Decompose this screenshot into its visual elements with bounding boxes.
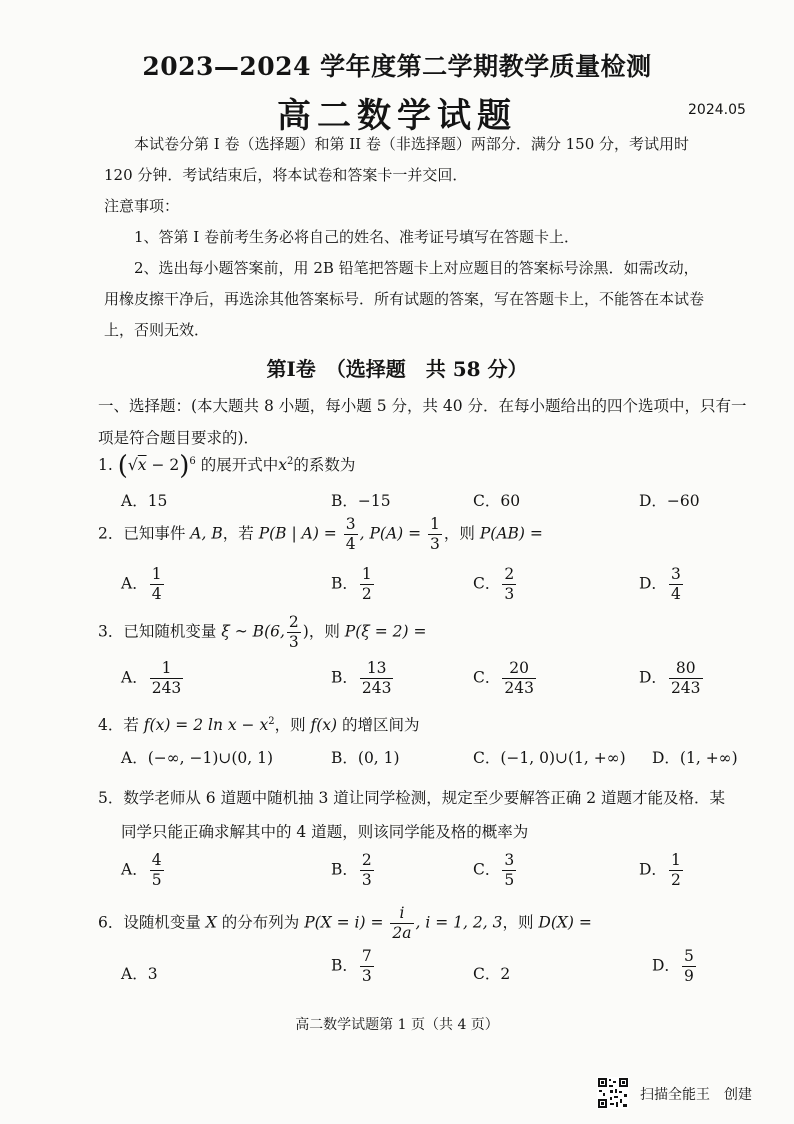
fraction — [287, 614, 301, 651]
fraction — [682, 948, 696, 985]
denominator: 2 — [670, 871, 681, 890]
stem-end: ，则 — [443, 524, 480, 543]
numerator: 2 — [361, 851, 372, 869]
exam-header-title: 2023—2024 学年度第二学期教学质量检测 — [142, 52, 652, 81]
q4-option-b: B．(0, 1) — [331, 749, 400, 767]
q6-option-b — [331, 948, 376, 985]
denominator: 5 — [151, 871, 162, 890]
q4-option-a: A．(−∞, −1)∪(0, 1) — [121, 749, 274, 767]
q2-option-d — [639, 566, 685, 603]
q5-option-a — [121, 852, 166, 889]
asked-quantity: D(X) = — [538, 913, 592, 932]
variable: X — [205, 913, 217, 932]
fraction — [428, 516, 442, 553]
denominator: 243 — [670, 679, 701, 698]
fraction — [502, 660, 536, 697]
notice-label: 注意事项： — [104, 197, 180, 215]
asked-quantity: P(ξ = 2) = — [344, 622, 427, 641]
denominator: 4 — [670, 585, 681, 604]
q3-option-b — [331, 660, 395, 697]
option-label: A． — [121, 860, 148, 879]
q1-option-d: D．−60 — [639, 492, 700, 510]
fraction — [669, 660, 703, 697]
stem-mid: ，若 — [222, 524, 259, 543]
expression: P(X = i) = — [304, 913, 384, 932]
fraction — [360, 852, 374, 889]
index-range: , i = 1, 2, 3 — [415, 913, 503, 932]
q5-option-c — [473, 852, 518, 889]
fraction — [669, 566, 683, 603]
numerator: 1 — [670, 851, 681, 869]
denominator: 2 — [361, 585, 372, 604]
numerator: 3 — [670, 565, 681, 583]
q4-option-c: C．(−1, 0)∪(1, +∞) — [473, 749, 626, 767]
intro-line-2: 120 分钟．考试结束后，将本试卷和答案卡一并交回． — [104, 166, 468, 184]
stem-mid: ，则 — [274, 716, 311, 734]
question-6-stem — [98, 905, 592, 942]
denominator: 3 — [504, 585, 515, 604]
question-2-stem — [98, 516, 543, 553]
option-label: D． — [639, 574, 667, 593]
q1-option-b: B．−15 — [331, 492, 391, 510]
stem-prefix: 3．已知随机变量 — [98, 622, 222, 641]
scanner-watermark-text: 扫描全能王 创建 — [640, 1087, 752, 1103]
exam-subject-title: 高二数学试题 — [277, 96, 517, 136]
q5-option-b — [331, 852, 376, 889]
denominator: 3 — [430, 535, 440, 554]
q5-option-d — [639, 852, 685, 889]
option-label: B． — [331, 668, 358, 687]
option-label: C． — [473, 574, 501, 593]
fraction — [360, 660, 394, 697]
numerator: 80 — [675, 659, 696, 677]
q1-option-a: A．15 — [121, 492, 168, 510]
intro-line-1: 本试卷分第 I 卷（选择题）和第 II 卷（非选择题）两部分．满分 150 分，考试用时 — [134, 135, 690, 153]
question-5-line-1: 5．数学老师从 6 道题中随机抽 3 道让同学检测，规定至少要解答正确 2 道题才能及格．某 — [98, 789, 726, 807]
numerator: 5 — [683, 947, 694, 965]
fraction — [150, 852, 164, 889]
denominator: 9 — [683, 967, 694, 986]
stem-prefix: 6．设随机变量 — [98, 913, 206, 932]
exponent: 2 — [268, 715, 275, 727]
q3-option-a — [121, 660, 185, 697]
distribution-end: ) — [302, 622, 309, 641]
question-5-line-2: 同学只能正确求解其中的 4 道题，则该同学能及格的概率为 — [121, 823, 529, 841]
denominator: 243 — [361, 679, 392, 698]
question-4-stem — [98, 713, 420, 735]
section-instructions-line-1: 一、选择题：(本大题共 8 小题，每小题 5 分，共 40 分．在每小题给出的四个选项中，只有一 — [98, 397, 747, 415]
q4-option-d: D．(1, +∞) — [652, 749, 738, 767]
numerator: 2 — [288, 613, 299, 631]
minus-two: − 2 — [146, 456, 180, 474]
section-instructions-line-2: 项是符合题目要求的)． — [98, 429, 260, 447]
numerator: 4 — [151, 851, 162, 869]
denominator: 4 — [345, 535, 356, 554]
variable-exponent: 2 — [286, 455, 294, 467]
numerator: 20 — [509, 659, 530, 677]
question-3-stem — [98, 614, 426, 651]
denominator: 3 — [361, 871, 372, 890]
question-1-stem — [98, 453, 355, 479]
numerator: 7 — [361, 947, 372, 965]
fraction — [390, 905, 413, 942]
numerator: 13 — [366, 659, 387, 677]
question-number: 1. — [98, 456, 113, 474]
notice-item-2-line-3: 上，否则无效． — [104, 321, 210, 339]
fraction — [344, 516, 358, 553]
q6-option-c: C．2 — [473, 965, 511, 983]
numerator: i — [399, 904, 405, 922]
stem-end: ，则 — [502, 913, 539, 932]
denominator: 243 — [151, 679, 182, 698]
stem-prefix: 2．已知事件 — [98, 524, 191, 543]
notice-item-2-line-1: 2、选出每小题答案前，用 2B 铅笔把答题卡上对应题目的答案标号涂黑．如需改动， — [134, 259, 699, 277]
denominator: 5 — [504, 871, 515, 890]
option-label: A． — [121, 574, 148, 593]
numerator: 3 — [345, 515, 356, 533]
option-label: B． — [331, 956, 358, 975]
fraction — [150, 566, 164, 603]
exponent: 6 — [189, 455, 196, 467]
function-ref: f(x) — [310, 716, 338, 734]
stem-end: 的系数为 — [293, 456, 356, 474]
stem-mid: ，则 — [308, 622, 345, 641]
q6-option-a: A．3 — [121, 965, 158, 983]
numerator: 3 — [504, 851, 515, 869]
denominator: 4 — [151, 585, 162, 604]
q3-option-c — [473, 660, 538, 697]
open-paren-glyph: ( — [117, 451, 128, 481]
fraction — [669, 852, 683, 889]
condition-1: P(B | A) = — [258, 524, 337, 543]
numerator: 1 — [430, 515, 440, 533]
option-label: D． — [652, 956, 680, 975]
denominator: 3 — [288, 633, 299, 652]
q2-option-c — [473, 566, 518, 603]
fraction — [502, 852, 516, 889]
q6-option-d — [652, 948, 698, 985]
q2-option-a — [121, 566, 166, 603]
stem-text: 的展开式中 — [200, 456, 279, 474]
page-footer: 高二数学试题第 1 页（共 4 页） — [295, 1017, 499, 1033]
option-label: B． — [331, 574, 358, 593]
fraction — [150, 660, 184, 697]
close-paren-glyph: ) — [179, 451, 190, 481]
radicand: x — [137, 456, 147, 474]
q2-option-b — [331, 566, 376, 603]
q1-option-c: C．60 — [473, 492, 521, 510]
fraction — [502, 566, 516, 603]
events: A, B — [190, 524, 223, 543]
notice-item-2-line-2: 用橡皮擦干净后，再选涂其他答案标号．所有试题的答案，写在答题卡上，不能答在本试卷 — [104, 290, 705, 308]
condition-2: , P(A) = — [359, 524, 422, 543]
option-label: C． — [473, 668, 501, 687]
distribution: ξ ~ B(6, — [221, 622, 285, 641]
q3-option-d — [639, 660, 705, 697]
option-label: B． — [331, 860, 358, 879]
numerator: 1 — [151, 565, 162, 583]
stem-mid: 的分布列为 — [216, 913, 305, 932]
stem-end: 的增区间为 — [337, 716, 420, 734]
numerator: 1 — [361, 565, 372, 583]
sqrt-glyph: √ — [127, 456, 138, 474]
numerator: 1 — [161, 659, 172, 677]
denominator: 2a — [392, 924, 412, 943]
exam-date: 2024.05 — [688, 102, 746, 118]
option-label: A． — [121, 668, 148, 687]
asked-quantity: P(AB) = — [479, 524, 543, 543]
section-title: 第Ⅰ卷 （选择题 共 58 分） — [266, 357, 528, 381]
variable: x — [278, 456, 287, 474]
denominator: 243 — [504, 679, 534, 698]
option-label: D． — [639, 860, 667, 879]
fraction — [360, 948, 374, 985]
option-label: C． — [473, 860, 501, 879]
fraction — [360, 566, 374, 603]
qr-code-icon — [597, 1077, 629, 1109]
numerator: 2 — [504, 565, 515, 583]
notice-item-1: 1、答第 I 卷前考生务必将自己的姓名、准考证号填写在答题卡上． — [134, 228, 580, 246]
stem-prefix: 4．若 — [98, 716, 144, 734]
denominator: 3 — [361, 967, 372, 986]
function: f(x) = 2 ln x − x — [143, 716, 269, 734]
option-label: D． — [639, 668, 667, 687]
